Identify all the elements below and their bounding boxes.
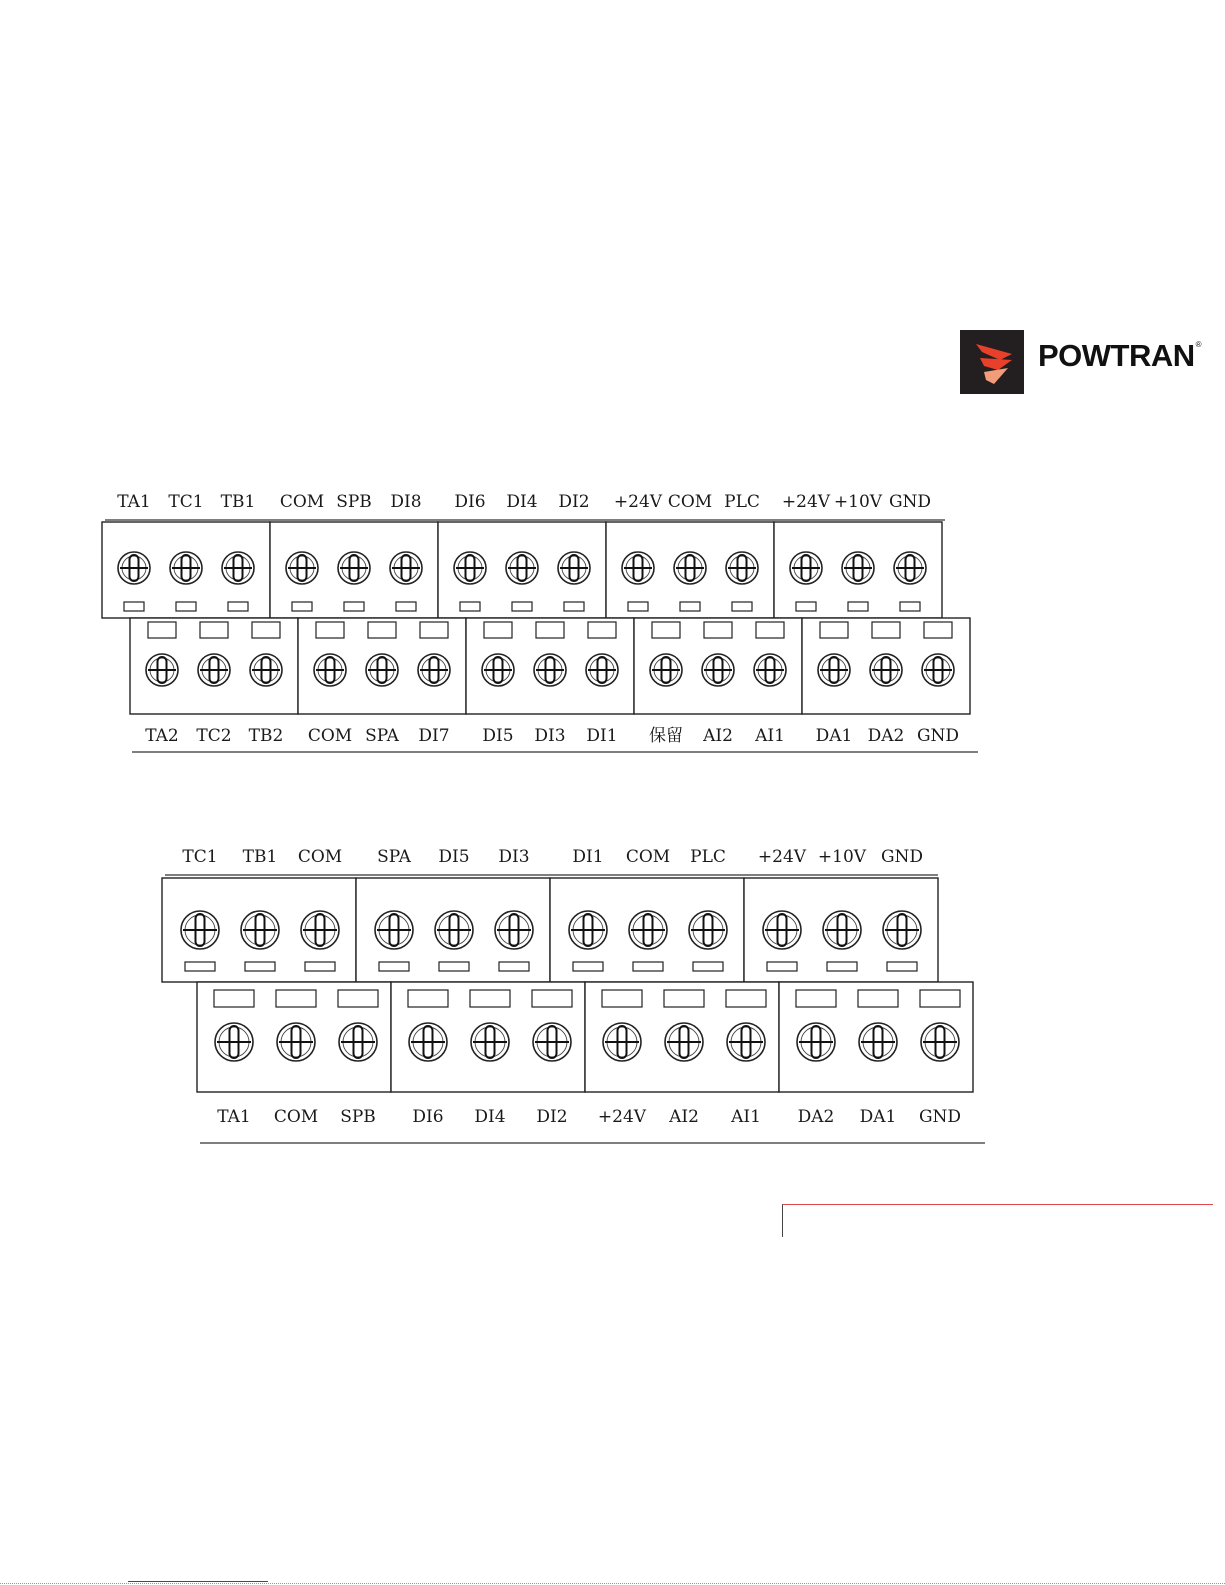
diagram-2-top-tab-8 bbox=[633, 962, 663, 971]
diagram-2-top-screw-3 bbox=[301, 911, 339, 949]
diagram-1-bottom-screw-5 bbox=[366, 654, 398, 686]
diagram-1-top-tab-8 bbox=[512, 602, 532, 611]
diagram-1-top-terminal-label: DI6 bbox=[454, 492, 486, 512]
diagram-1-top-terminal-label: TB1 bbox=[220, 492, 256, 512]
diagram-1-top-terminal-label: SPB bbox=[336, 492, 372, 512]
diagram-2-bottom-terminal-label: DI2 bbox=[536, 1107, 568, 1127]
diagram-1-bottom-tab-3 bbox=[252, 622, 280, 638]
diagram-2-bottom-tab-9 bbox=[726, 990, 766, 1007]
diagram-2-bottom-terminal-label: GND bbox=[918, 1107, 962, 1127]
diagram-2-bottom-screw-10 bbox=[797, 1023, 835, 1061]
diagram-2-bottom-terminal-label: AI1 bbox=[731, 1107, 761, 1127]
diagram-1-top-screw-10 bbox=[622, 552, 654, 584]
diagram-2-top-screw-5 bbox=[435, 911, 473, 949]
diagram-2-top-terminal-label: +24V bbox=[757, 847, 807, 867]
diagram-2-bottom-terminal-label: DI6 bbox=[412, 1107, 444, 1127]
diagram-1-top-tab-11 bbox=[680, 602, 700, 611]
registered-mark: ® bbox=[1195, 340, 1202, 349]
diagram-2-top-tab-3 bbox=[305, 962, 335, 971]
diagram-2-bottom-screw-5 bbox=[471, 1023, 509, 1061]
powtran-logo-mark-icon bbox=[960, 330, 1024, 394]
diagram-1-top-terminal-label: TC1 bbox=[168, 492, 204, 512]
diagram-1-bottom-screw-11 bbox=[702, 654, 734, 686]
diagram-2-bottom-terminal-label: DA1 bbox=[859, 1107, 897, 1127]
diagram-1-bottom-screw-1 bbox=[146, 654, 178, 686]
diagram-1-top-tab-2 bbox=[176, 602, 196, 611]
diagram-1-top-terminal-label: DI2 bbox=[558, 492, 590, 512]
diagram-1-bottom-tab-8 bbox=[536, 622, 564, 638]
diagram-1-bottom-tab-12 bbox=[756, 622, 784, 638]
diagram-1-bottom-tab-6 bbox=[420, 622, 448, 638]
diagram-2-top-tab-12 bbox=[887, 962, 917, 971]
diagram-1-top-terminal-label: DI4 bbox=[506, 492, 538, 512]
diagram-1-top-terminal-label: TA1 bbox=[117, 492, 151, 512]
diagram-1-bottom-terminal-label: COM bbox=[307, 726, 353, 746]
diagram-1-bottom-tab-15 bbox=[924, 622, 952, 638]
diagram-2-top-terminal-label: COM bbox=[297, 847, 343, 867]
diagram-1-top-terminal-label: COM bbox=[279, 492, 325, 512]
link-underline bbox=[128, 1581, 268, 1582]
diagram-2-bottom-screw-7 bbox=[603, 1023, 641, 1061]
diagram-2-bottom-screw-4 bbox=[409, 1023, 447, 1061]
diagram-2-bottom-tab-11 bbox=[858, 990, 898, 1007]
diagram-2-bottom-tab-4 bbox=[408, 990, 448, 1007]
diagram-2-top-screw-6 bbox=[495, 911, 533, 949]
diagram-1-bottom-tab-9 bbox=[588, 622, 616, 638]
diagram-2-top-terminal-label: DI1 bbox=[572, 847, 604, 867]
diagram-1-bottom-terminal-label: AI1 bbox=[755, 726, 785, 746]
diagram-2-top-terminal-label: COM bbox=[625, 847, 671, 867]
diagram-1-top-tab-9 bbox=[564, 602, 584, 611]
footer-rule bbox=[782, 1204, 1213, 1237]
diagram-2-bottom-tab-2 bbox=[276, 990, 316, 1007]
diagram-1-top-tab-5 bbox=[344, 602, 364, 611]
powtran-brand bbox=[1038, 338, 1201, 374]
diagram-1-top-tab-10 bbox=[628, 602, 648, 611]
diagram-2-bottom-screw-8 bbox=[665, 1023, 703, 1061]
diagram-1-top-screw-6 bbox=[390, 552, 422, 584]
diagram-2-top-screw-10 bbox=[763, 911, 801, 949]
diagram-1-top-screw-1 bbox=[118, 552, 150, 584]
diagram-1-bottom-tab-14 bbox=[872, 622, 900, 638]
diagram-2-top-tab-1 bbox=[185, 962, 215, 971]
diagram-1-top-screw-11 bbox=[674, 552, 706, 584]
diagram-1-top-screw-15 bbox=[894, 552, 926, 584]
diagram-2-top-screw-1 bbox=[181, 911, 219, 949]
diagram-1-bottom-terminal-label: DI5 bbox=[482, 726, 514, 746]
diagram-2-top-tab-6 bbox=[499, 962, 529, 971]
terminal-diagram-2 bbox=[0, 835, 1225, 1165]
diagram-2-bottom-terminal-label: TA1 bbox=[217, 1107, 251, 1127]
diagram-1-top-screw-2 bbox=[170, 552, 202, 584]
diagram-1-bottom-screw-4 bbox=[314, 654, 346, 686]
diagram-2-top-screw-12 bbox=[883, 911, 921, 949]
diagram-1-bottom-screw-6 bbox=[418, 654, 450, 686]
diagram-1-bottom-tab-11 bbox=[704, 622, 732, 638]
diagram-2-bottom-tab-12 bbox=[920, 990, 960, 1007]
diagram-2-top-terminal-label: DI3 bbox=[498, 847, 530, 867]
diagram-2-bottom-terminal-label: DA2 bbox=[797, 1107, 835, 1127]
diagram-1-top-screw-13 bbox=[790, 552, 822, 584]
diagram-2-bottom-terminal-label: +24V bbox=[597, 1107, 647, 1127]
diagram-2-bottom-terminal-label: COM bbox=[273, 1107, 319, 1127]
diagram-1-bottom-tab-13 bbox=[820, 622, 848, 638]
diagram-1-bottom-screw-3 bbox=[250, 654, 282, 686]
diagram-1-top-terminal-label: +24V bbox=[781, 492, 831, 512]
diagram-1-bottom-terminal-label: DI1 bbox=[586, 726, 618, 746]
diagram-1-top-terminal-label: +10V bbox=[833, 492, 883, 512]
diagram-1-bottom-screw-10 bbox=[650, 654, 682, 686]
brand-name: POWTRAN bbox=[1038, 338, 1195, 373]
diagram-1-bottom-terminal-label: AI2 bbox=[703, 726, 733, 746]
diagram-1-top-tab-7 bbox=[460, 602, 480, 611]
diagram-1-bottom-terminal-label: TC2 bbox=[196, 726, 232, 746]
diagram-1-bottom-screw-7 bbox=[482, 654, 514, 686]
diagram-1-bottom-terminal-label: DA1 bbox=[815, 726, 853, 746]
diagram-1-top-screw-14 bbox=[842, 552, 874, 584]
diagram-1-top-screw-3 bbox=[222, 552, 254, 584]
diagram-2-top-terminal-label: +10V bbox=[817, 847, 867, 867]
diagram-2-top-terminal-label: SPA bbox=[377, 847, 411, 867]
diagram-1-top-tab-12 bbox=[732, 602, 752, 611]
diagram-2-top-screw-11 bbox=[823, 911, 861, 949]
diagram-2-bottom-tab-8 bbox=[664, 990, 704, 1007]
diagram-1-bottom-terminal-label: SPA bbox=[365, 726, 399, 746]
diagram-2-bottom-screw-6 bbox=[533, 1023, 571, 1061]
diagram-1-bottom-tab-2 bbox=[200, 622, 228, 638]
diagram-1-bottom-terminal-label: DI3 bbox=[534, 726, 566, 746]
diagram-2-top-tab-10 bbox=[767, 962, 797, 971]
diagram-2-bottom-tab-5 bbox=[470, 990, 510, 1007]
diagram-2-top-tab-5 bbox=[439, 962, 469, 971]
diagram-2-bottom-screw-1 bbox=[215, 1023, 253, 1061]
diagram-1-bottom-terminal-label: 保留 bbox=[649, 726, 683, 746]
diagram-1-top-screw-5 bbox=[338, 552, 370, 584]
diagram-1-bottom-terminal-label: DA2 bbox=[867, 726, 905, 746]
diagram-1-bottom-screw-8 bbox=[534, 654, 566, 686]
diagram-2-top-tab-2 bbox=[245, 962, 275, 971]
diagram-2-bottom-screw-12 bbox=[921, 1023, 959, 1061]
diagram-1-top-terminal-label: COM bbox=[667, 492, 713, 512]
diagram-1-top-tab-13 bbox=[796, 602, 816, 611]
diagram-2-bottom-tab-10 bbox=[796, 990, 836, 1007]
diagram-1-bottom-tab-4 bbox=[316, 622, 344, 638]
diagram-2-top-screw-8 bbox=[629, 911, 667, 949]
diagram-2-bottom-tab-3 bbox=[338, 990, 378, 1007]
diagram-1-bottom-tab-10 bbox=[652, 622, 680, 638]
diagram-2-top-screw-4 bbox=[375, 911, 413, 949]
diagram-2-top-terminal-label: TC1 bbox=[182, 847, 218, 867]
diagram-2-top-screw-7 bbox=[569, 911, 607, 949]
diagram-2-top-tab-7 bbox=[573, 962, 603, 971]
diagram-1-top-tab-14 bbox=[848, 602, 868, 611]
diagram-1-bottom-terminal-label: DI7 bbox=[418, 726, 450, 746]
diagram-2-top-screw-2 bbox=[241, 911, 279, 949]
diagram-2-top-terminal-label: PLC bbox=[690, 847, 726, 867]
page-edge-dotted-line bbox=[0, 1583, 1225, 1584]
diagram-1-top-tab-3 bbox=[228, 602, 248, 611]
diagram-2-bottom-tab-7 bbox=[602, 990, 642, 1007]
diagram-1-top-screw-8 bbox=[506, 552, 538, 584]
diagram-1-top-screw-4 bbox=[286, 552, 318, 584]
diagram-2-top-terminal-label: DI5 bbox=[438, 847, 470, 867]
diagram-1-bottom-terminal-label: TB2 bbox=[248, 726, 284, 746]
diagram-2-bottom-tab-6 bbox=[532, 990, 572, 1007]
diagram-1-top-terminal-label: GND bbox=[888, 492, 932, 512]
terminal-diagram-1 bbox=[0, 480, 1225, 780]
diagram-2-bottom-tab-1 bbox=[214, 990, 254, 1007]
diagram-2-top-tab-9 bbox=[693, 962, 723, 971]
diagram-1-top-screw-12 bbox=[726, 552, 758, 584]
diagram-1-top-tab-6 bbox=[396, 602, 416, 611]
powtran-logo bbox=[960, 330, 1215, 394]
diagram-2-bottom-terminal-label: AI2 bbox=[669, 1107, 699, 1127]
diagram-2-bottom-screw-2 bbox=[277, 1023, 315, 1061]
diagram-2-bottom-terminal-label: SPB bbox=[340, 1107, 376, 1127]
diagram-1-top-tab-1 bbox=[124, 602, 144, 611]
diagram-1-top-screw-7 bbox=[454, 552, 486, 584]
diagram-1-bottom-screw-14 bbox=[870, 654, 902, 686]
diagram-1-top-tab-4 bbox=[292, 602, 312, 611]
diagram-1-top-terminal-label: +24V bbox=[613, 492, 663, 512]
diagram-2-bottom-terminal-label: DI4 bbox=[474, 1107, 506, 1127]
diagram-2-top-tab-4 bbox=[379, 962, 409, 971]
diagram-1-bottom-tab-7 bbox=[484, 622, 512, 638]
diagram-2-top-screw-9 bbox=[689, 911, 727, 949]
diagram-1-top-terminal-label: DI8 bbox=[390, 492, 422, 512]
diagram-2-bottom-screw-3 bbox=[339, 1023, 377, 1061]
diagram-1-top-terminal-label: PLC bbox=[724, 492, 760, 512]
diagram-2-bottom-screw-9 bbox=[727, 1023, 765, 1061]
diagram-2-top-terminal-label: GND bbox=[880, 847, 924, 867]
diagram-1-bottom-tab-5 bbox=[368, 622, 396, 638]
diagram-1-bottom-screw-12 bbox=[754, 654, 786, 686]
diagram-1-top-screw-9 bbox=[558, 552, 590, 584]
diagram-1-bottom-screw-9 bbox=[586, 654, 618, 686]
diagram-1-bottom-screw-2 bbox=[198, 654, 230, 686]
diagram-1-bottom-terminal-label: TA2 bbox=[145, 726, 179, 746]
diagram-1-top-tab-15 bbox=[900, 602, 920, 611]
diagram-2-top-terminal-label: TB1 bbox=[242, 847, 278, 867]
diagram-1-bottom-terminal-label: GND bbox=[916, 726, 960, 746]
diagram-2-bottom-screw-11 bbox=[859, 1023, 897, 1061]
diagram-1-bottom-screw-13 bbox=[818, 654, 850, 686]
diagram-1-bottom-tab-1 bbox=[148, 622, 176, 638]
diagram-1-bottom-screw-15 bbox=[922, 654, 954, 686]
diagram-2-top-tab-11 bbox=[827, 962, 857, 971]
